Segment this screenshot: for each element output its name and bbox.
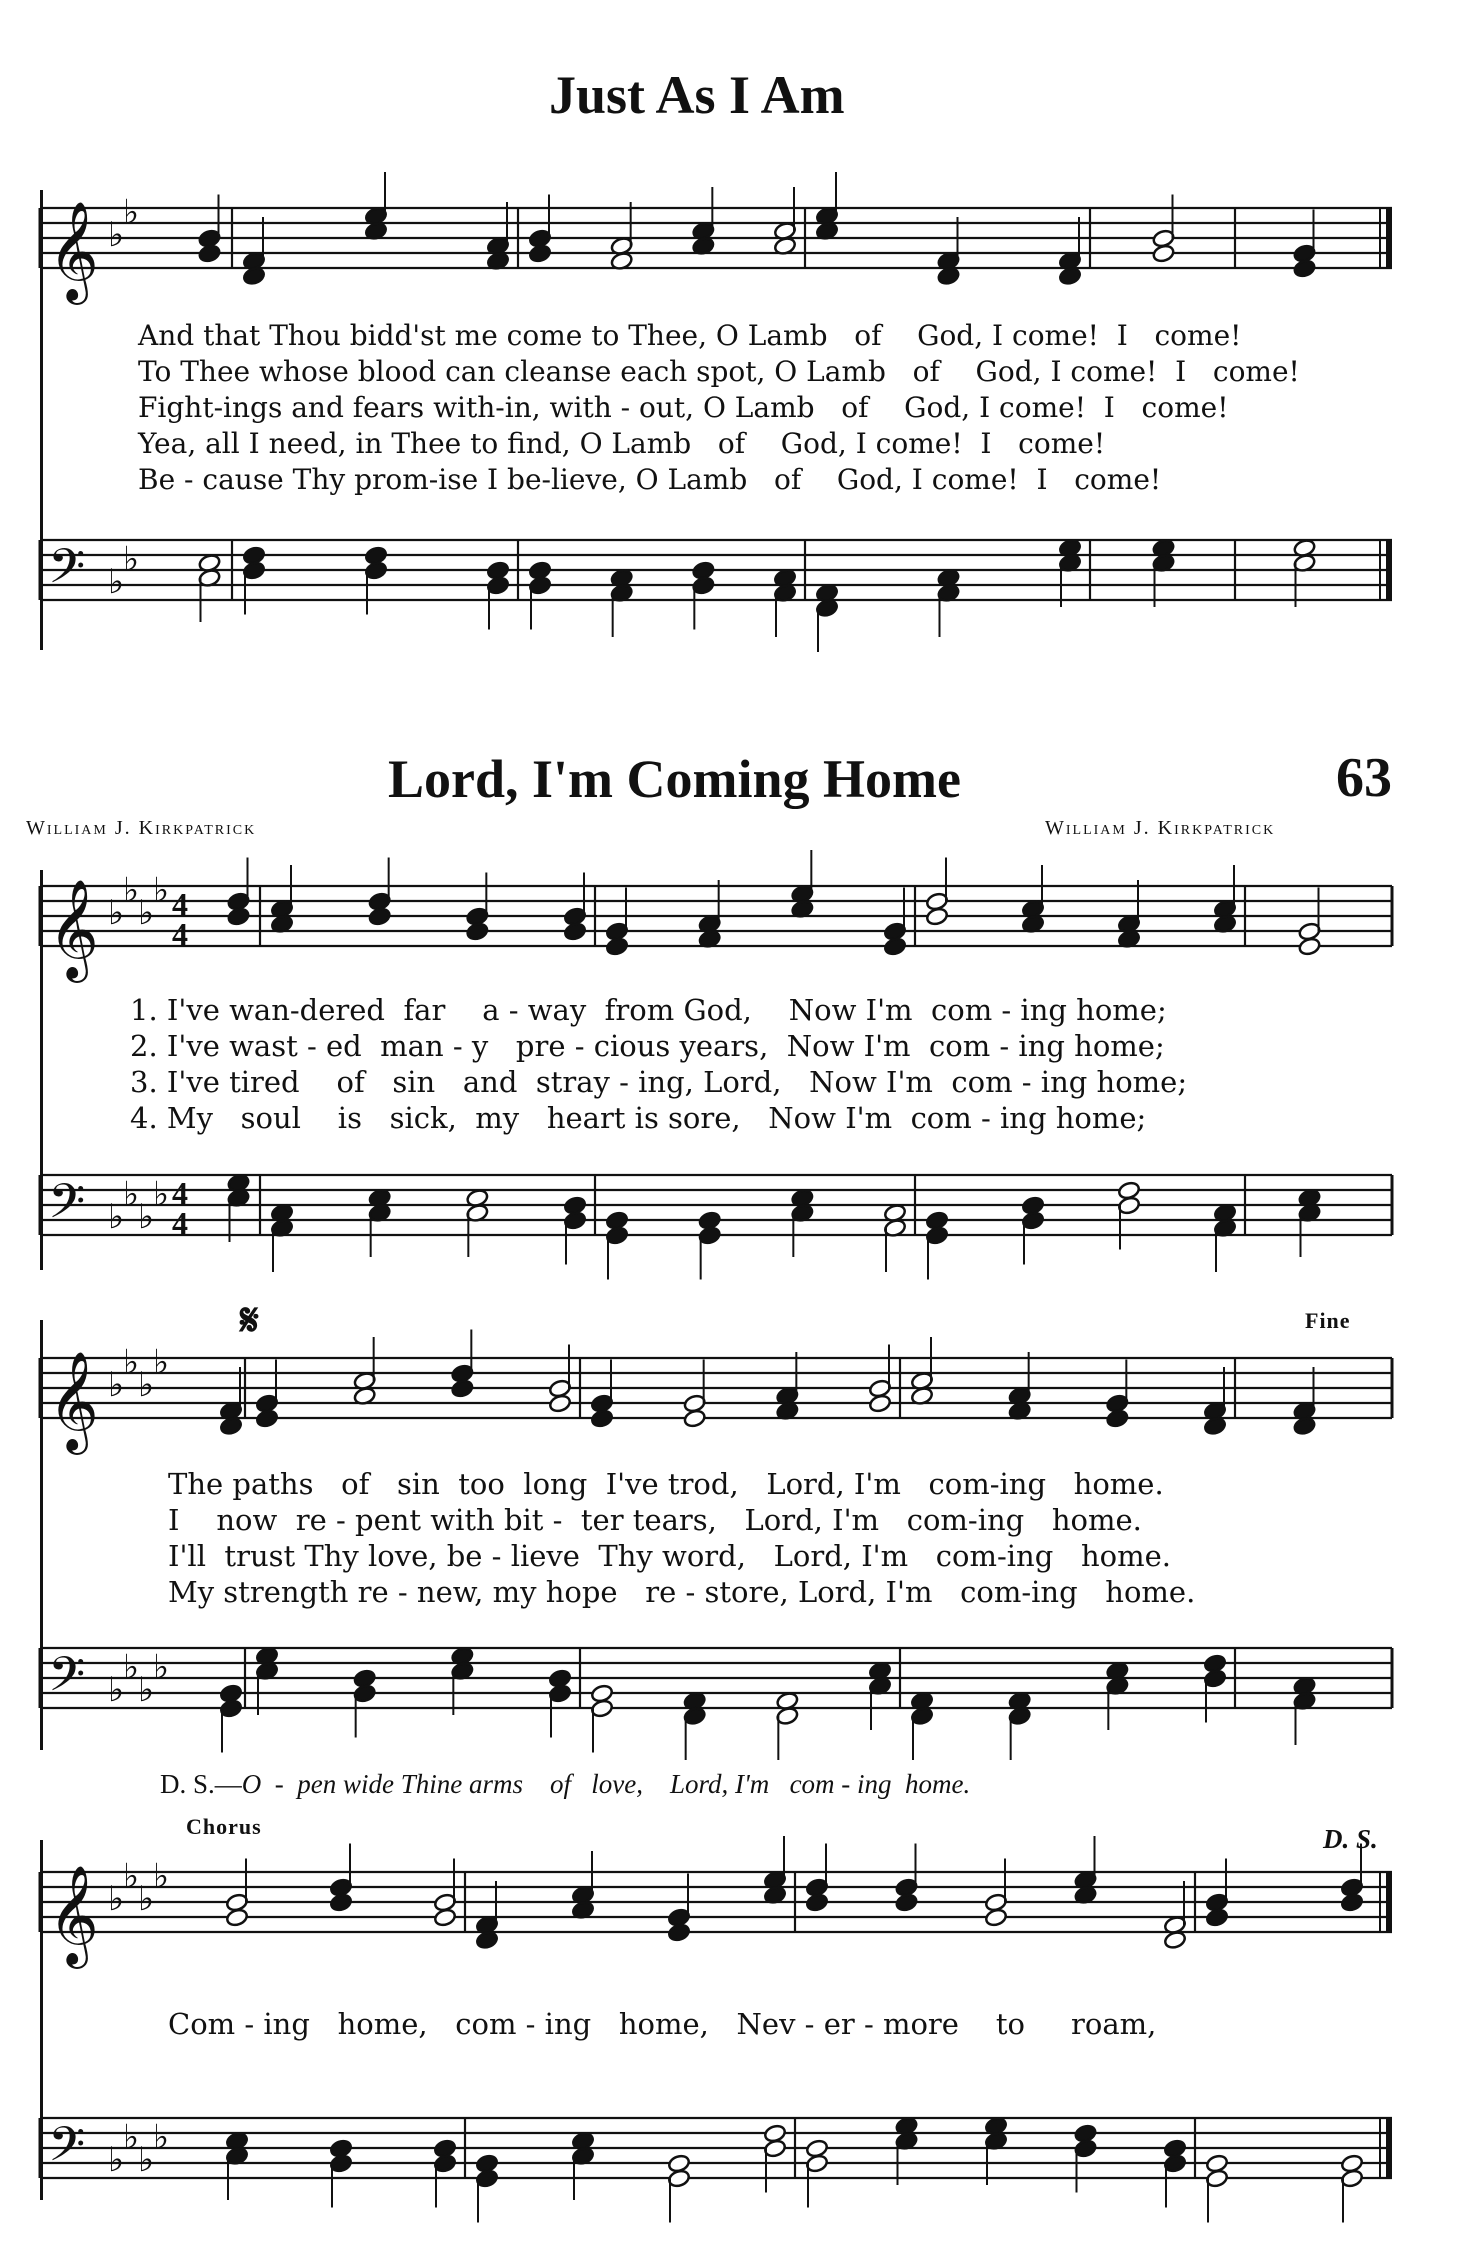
verse-line-1: The paths of sin too long I've trod, Lord, I'm com-ing home. bbox=[168, 1467, 1164, 1501]
flat-icon: ♭ bbox=[153, 870, 170, 911]
notehead bbox=[255, 1409, 279, 1429]
notehead bbox=[1298, 937, 1322, 957]
verse-line-3: Fight-ings and fears with-in, with - out, O Lamb of God, I come! I come! bbox=[138, 391, 1229, 424]
time-signature-top: 4 bbox=[172, 1175, 188, 1211]
treble-clef-icon: 𝄞 bbox=[48, 1351, 99, 1451]
notehead bbox=[868, 1394, 892, 1414]
notehead bbox=[368, 907, 392, 927]
verse-line-2: To Thee whose blood can cleanse each spot, O Lamb of God, I come! I come! bbox=[138, 355, 1300, 388]
chorus-lyric-line: Com - ing home, com - ing home, Nev - er - more to roam, bbox=[168, 2007, 1157, 2041]
notehead bbox=[1293, 259, 1317, 279]
flat-icon: ♭ bbox=[123, 539, 140, 580]
flat-icon: ♭ bbox=[138, 1670, 155, 1710]
ds-label: D. S.— bbox=[160, 1769, 242, 1799]
system-bracket bbox=[40, 190, 43, 650]
notehead bbox=[605, 937, 629, 957]
system-bracket bbox=[40, 870, 43, 1270]
notehead bbox=[548, 1394, 572, 1414]
system-bracket bbox=[40, 1840, 43, 2200]
notehead bbox=[466, 922, 490, 942]
notehead bbox=[1152, 244, 1176, 264]
notehead bbox=[925, 907, 949, 927]
flat-icon: ♭ bbox=[123, 192, 140, 233]
notehead bbox=[895, 1893, 919, 1913]
notehead bbox=[329, 1893, 353, 1913]
flat-icon: ♭ bbox=[153, 1856, 170, 1897]
flat-icon: ♭ bbox=[108, 2140, 125, 2180]
flat-icon: ♭ bbox=[123, 1342, 140, 1383]
flat-icon: ♭ bbox=[108, 1365, 125, 1405]
flat-icon: ♭ bbox=[123, 870, 140, 911]
notehead bbox=[683, 1409, 707, 1429]
system-bracket bbox=[40, 1320, 43, 1750]
flat-icon: ♭ bbox=[108, 562, 125, 602]
verse-line-4: Yea, all I need, in Thee to find, O Lamb of God, I come! I come! bbox=[138, 427, 1106, 460]
flat-icon: ♭ bbox=[153, 1174, 170, 1215]
verse-line-4: My strength re - new, my hope re - store, Lord, I'm com-ing home. bbox=[168, 1575, 1196, 1609]
flat-icon: ♭ bbox=[153, 1647, 170, 1688]
flat-icon: ♭ bbox=[108, 1197, 125, 1237]
flat-icon: ♭ bbox=[108, 215, 125, 255]
hymn-title-lord-im-coming-home: Lord, I'm Coming Home bbox=[388, 749, 961, 809]
flat-icon: ♭ bbox=[123, 1856, 140, 1897]
flat-icon: ♭ bbox=[108, 893, 125, 933]
treble-clef-icon: 𝄞 bbox=[48, 201, 99, 301]
time-signature-bottom: 4 bbox=[172, 916, 188, 952]
flat-icon: ♭ bbox=[138, 893, 155, 933]
treble-clef-icon: 𝄞 bbox=[48, 1865, 99, 1965]
notehead bbox=[1205, 1908, 1229, 1928]
flat-icon: ♭ bbox=[108, 1879, 125, 1919]
bass-clef-icon: 𝄢 bbox=[48, 2116, 86, 2184]
notehead bbox=[528, 244, 552, 264]
hymn-title-just-as-i-am: Just As I Am bbox=[549, 65, 845, 125]
notehead bbox=[805, 1893, 829, 1913]
verse-line-4: 4. My soul is sick, my heart is sore, Now I'm com - ing home; bbox=[130, 1101, 1147, 1135]
verse-line-2: 2. I've wast - ed man - y pre - cious years, Now I'm com - ing home; bbox=[130, 1029, 1165, 1063]
flat-icon: ♭ bbox=[108, 1670, 125, 1710]
verse-line-1: And that Thou bidd'st me come to Thee, O Lamb of God, I come! I come! bbox=[138, 319, 1242, 352]
hymn-number: 63 bbox=[1336, 747, 1392, 809]
flat-icon: ♭ bbox=[138, 2140, 155, 2180]
ds-marker: D. S. bbox=[1323, 1824, 1378, 1854]
notehead bbox=[451, 1379, 475, 1399]
bass-clef-icon: 𝄢 bbox=[48, 1646, 86, 1714]
notehead bbox=[563, 922, 587, 942]
flat-icon: ♭ bbox=[138, 1197, 155, 1237]
flat-icon: ♭ bbox=[123, 1647, 140, 1688]
time-signature-bottom: 4 bbox=[172, 1205, 188, 1241]
notehead bbox=[1340, 1893, 1364, 1913]
flat-icon: ♭ bbox=[138, 1365, 155, 1405]
flat-icon: ♭ bbox=[153, 1342, 170, 1383]
flat-icon: ♭ bbox=[153, 2117, 170, 2158]
notehead bbox=[198, 244, 222, 264]
flat-icon: ♭ bbox=[123, 1174, 140, 1215]
verse-line-3: I'll trust Thy love, be - lieve Thy word, Lord, I'm com-ing home. bbox=[168, 1539, 1171, 1573]
verse-line-3: 3. I've tired of sin and stray - ing, Lord, Now I'm com - ing home; bbox=[130, 1065, 1188, 1099]
bass-clef-icon: 𝄢 bbox=[48, 1173, 86, 1241]
notehead bbox=[433, 1908, 457, 1928]
notehead bbox=[1106, 1409, 1130, 1429]
verse-line-5: Be - cause Thy prom-ise I be-lieve, O Lamb of God, I come! I come! bbox=[138, 463, 1162, 496]
verse-line-1: 1. I've wan-dered far a - way from God, Now I'm com - ing home; bbox=[130, 993, 1167, 1027]
verse-line-2: I now re - pent with bit - ter tears, Lord, I'm com-ing home. bbox=[168, 1503, 1142, 1537]
treble-clef-icon: 𝄞 bbox=[48, 879, 99, 979]
notehead bbox=[883, 937, 907, 957]
words-credit: William J. Kirkpatrick bbox=[26, 817, 257, 839]
time-signature-top: 4 bbox=[172, 886, 188, 922]
notehead bbox=[227, 907, 251, 927]
ds-lyric-line: D. S.—O - pen wide Thine arms of love, Lord, I'm com - ing home. bbox=[160, 1769, 971, 1799]
flat-icon: ♭ bbox=[138, 1879, 155, 1919]
notehead bbox=[984, 1908, 1008, 1928]
flat-icon: ♭ bbox=[123, 2117, 140, 2158]
chorus-label: Chorus bbox=[186, 1814, 262, 1839]
bass-clef-icon: 𝄢 bbox=[48, 538, 86, 606]
notehead bbox=[667, 1923, 691, 1943]
fine-label: Fine bbox=[1305, 1308, 1351, 1333]
notehead bbox=[225, 1908, 249, 1928]
segno-sign: 𝄋 bbox=[240, 1295, 259, 1346]
notehead bbox=[590, 1409, 614, 1429]
music-credit: William J. Kirkpatrick bbox=[1045, 817, 1276, 839]
